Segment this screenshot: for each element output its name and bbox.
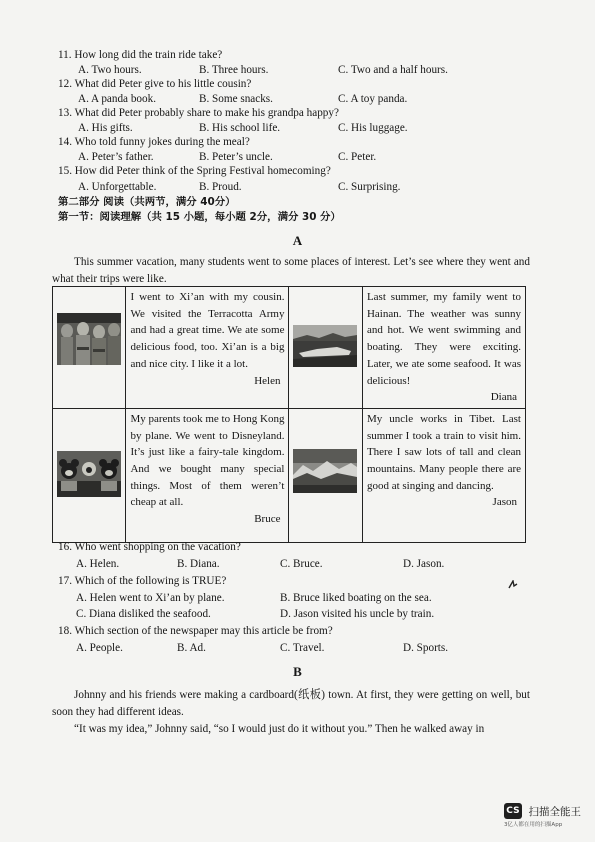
option-11-c: C. Two and a half hours. [338,64,448,76]
bruce-text: My parents took me to Hong Kong by plane. We went to Disneyland. It’s just like a fairy-tale kingdom. And we bought many special things. Most of them weren’t cheap at all. [130,412,285,509]
question-18: 18. Which section of the newspaper may this article be from? [58,625,333,637]
option-18-c: C. Travel. [280,642,325,654]
watermark-tagline: 3亿人都在用的扫描App [503,822,563,828]
hainan-boat-photo [293,325,357,367]
passage-b-paragraph-1 [52,687,530,721]
passage-b-p1-text: Johnny and his friends were making a cardboard(纸板) town. At first, they were getting on well, but soon they had different ideas. [52,689,530,718]
option-15-b: B. Proud. [199,181,242,193]
photo-cell-hainan [289,287,362,409]
option-18-d: D. Sports. [403,642,449,654]
option-17-a: A. Helen went to Xi’an by plane. [76,592,225,604]
option-11-b: B. Three hours. [199,64,269,76]
section-1-title: 第一节：阅读理解（共 15 小题，每小题 2分，满分 30 分） [58,211,341,223]
tibet-mountains-photo [293,449,357,493]
stray-pen-mark [508,580,518,590]
part-2-title: 第二部分 阅读（共两节，满分 40分） [58,196,236,208]
disneyland-photo [57,451,121,497]
terracotta-army-photo [57,313,121,365]
scanner-watermark [504,803,581,828]
question-15: 15. How did Peter think of the Spring Festival homecoming? [58,165,331,177]
option-15-c: C. Surprising. [338,181,401,193]
option-17-b: B. Bruce liked boating on the sea. [280,592,432,604]
option-12-b: B. Some snacks. [199,93,273,105]
question-12: 12. What did Peter give to his little cousin? [58,78,252,90]
helen-signature: Helen [254,374,281,387]
option-16-d: D. Jason. [403,558,445,570]
option-14-a: A. Peter’s father. [78,151,154,163]
option-11-a: A. Two hours. [78,64,142,76]
table-row [53,408,526,542]
option-13-c: C. His luggage. [338,122,408,134]
option-14-c: C. Peter. [338,151,377,163]
passage-a-intro-text: This summer vacation, many students went to some places of interest. Let’s see where they went and what their trips were like. [52,256,530,285]
cell-jason [362,408,525,542]
cell-helen [126,287,289,409]
question-17: 17. Which of the following is TRUE? [58,575,227,587]
passage-b-p2-text: “It was my idea,” Johnny said, “so I would just do it without you.” Then he walked away in [74,723,485,735]
trip-table [52,286,526,543]
cell-diana [362,287,525,409]
question-11: 11. How long did the train ride take? [58,49,223,61]
option-17-c: C. Diana disliked the seafood. [76,608,211,620]
question-13: 13. What did Peter probably share to make his grandpa happy? [58,107,339,119]
option-18-a: A. People. [76,642,123,654]
passage-a-intro [52,254,530,288]
option-13-a: A. His gifts. [78,122,133,134]
option-18-b: B. Ad. [177,642,206,654]
helen-text: I went to Xi’an with my cousin. We visited the Terracotta Army and had a great time. We ate some delicious food, too. Xi’an is a big and nice city. I like it a lot. [130,291,285,370]
passage-b-heading: B [293,664,302,679]
option-12-a: A. A panda book. [78,93,156,105]
option-16-a: A. Helen. [76,558,120,570]
option-16-c: C. Bruce. [280,558,323,570]
option-15-a: A. Unforgettable. [78,181,157,193]
photo-cell-disneyland [53,408,126,542]
jason-text: My uncle works in Tibet. Last summer I took a train to visit him. There I saw lots of tall and clean mountains. Many people there are good at singing and dancing. [366,412,521,492]
camscanner-logo: CS [504,803,522,819]
cell-bruce [126,408,289,542]
photo-cell-tibet [289,408,362,542]
passage-a-heading: A [292,233,303,248]
diana-text: Last summer, my family went to Hainan. The weather was sunny and hot. We went swimming and boating. They were exciting. Later, we ate some seafood. It was delicious! [366,291,521,387]
watermark-app-name: 扫描全能王 [528,805,581,818]
question-16: 16. Who went shopping on the vacation? [58,541,241,553]
jason-signature: Jason [492,496,517,509]
photo-cell-terracotta [53,287,126,409]
passage-b-paragraph-2 [52,721,530,738]
option-14-b: B. Peter’s uncle. [199,151,273,163]
option-17-d: D. Jason visited his uncle by train. [280,608,435,620]
diana-signature: Diana [490,391,517,404]
table-row [53,287,526,409]
option-16-b: B. Diana. [177,558,220,570]
question-14: 14. Who told funny jokes during the meal? [58,136,250,148]
bruce-signature: Bruce [254,513,281,526]
option-12-c: C. A toy panda. [338,93,408,105]
option-13-b: B. His school life. [199,122,281,134]
